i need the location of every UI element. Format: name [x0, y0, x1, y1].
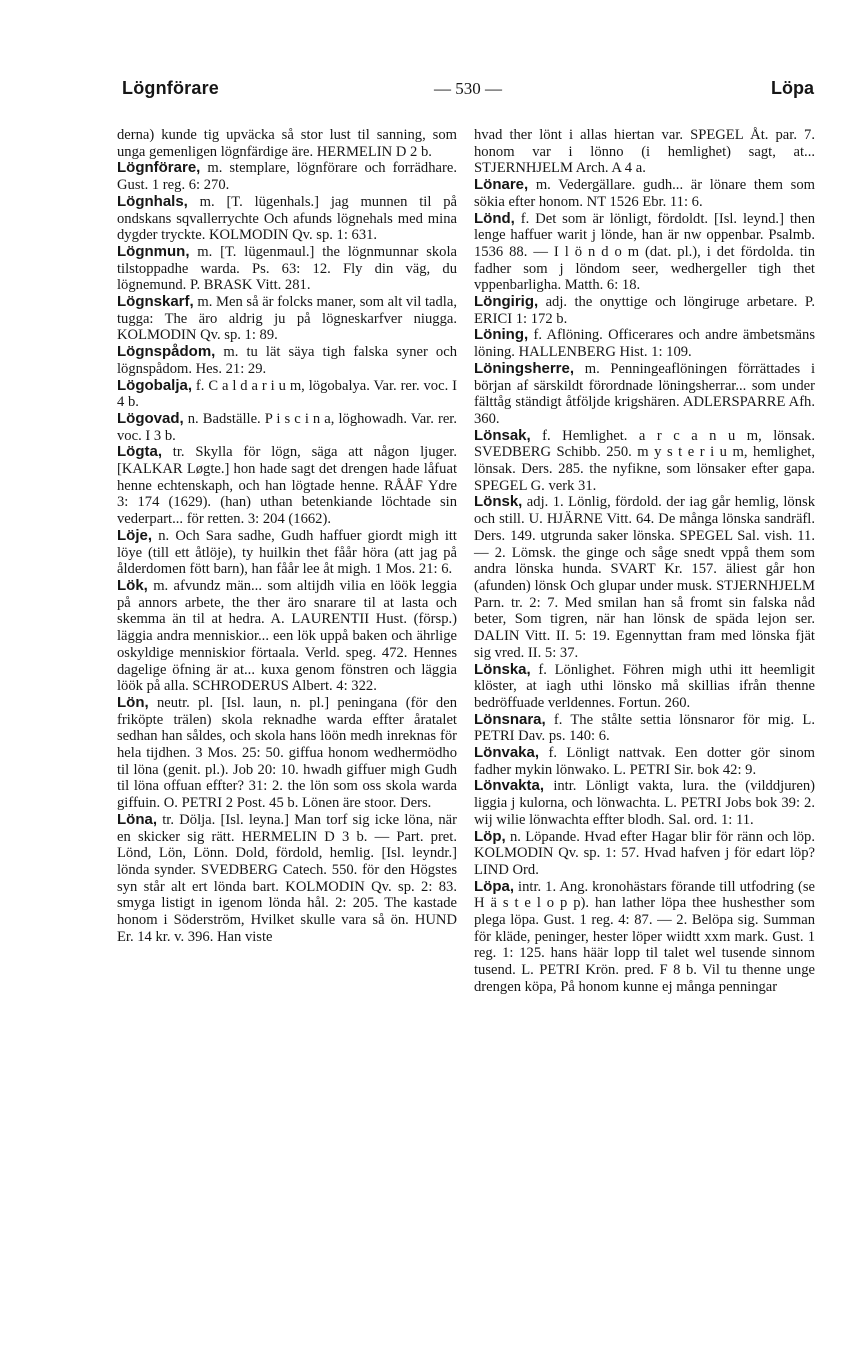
- entry: [474, 712, 815, 745]
- definition: n. Badställe. P i s c i n a, löghowadh. Var. rer. voc. I 3 b.: [117, 410, 457, 444]
- entry: [117, 411, 457, 444]
- definition: m. Penningeaflöningen förrättades i början af särskildt förordnade löningsherrar... som under fälttåg ständigt åtföljde krigshären. ADLERSPARRE Afh. 360.: [474, 360, 815, 427]
- definition: f. Aflöning. Officerares och andre ämbetsmäns löning. HALLENBERG Hist. 1: 109.: [474, 327, 815, 361]
- definition: intr. 1. Ang. kronohästars förande till utfodring (se H ä s t e l o p p). han lather löpa thee hushesther som plega löpa. Gust. 1 reg. 4: 87. — 2. Belöpa sig. Summan för kläde, peninger, hester löper wiidtt xxm mark. Gust. 1 reg. 1: 125. hans häär lopp til talet wel tusende sinnom tusend. L. PETRI Krön. pred. F 8 b. Vil tu thenne unge drengen köpa, På honom kunne ej många penningar: [474, 878, 815, 995]
- definition: f. Lönligt nattvak. Een dotter gör sinom fadher mykin lönwako. L. PETRI Sir. bok 42: 9.: [474, 745, 815, 778]
- headword: Lönsnara,: [474, 710, 546, 728]
- definition: m. Vedergällare. gudh... är lönare them som sökia efter honom. NT 1526 Ebr. 11: 6.: [474, 177, 815, 210]
- entry: [117, 378, 457, 411]
- headword: Lögovad,: [117, 409, 184, 427]
- definition: f. Hemlighet. a r c a n u m, lönsak. SVEDBERG Schibb. 250. m y s t e r i u m, hemlighet, lönsak. Ders. 285. the nyfikne, som lönsaker efter gapa. SPEGEL G. verk 31.: [474, 427, 815, 494]
- definition: intr. Lönligt vakta, lura. the (vilddjuren) liggia j kulorna, och lönwachta. L. PETRI Jobs bok 39: 2. wij wilie lönwachta effter blodh. Sal. ord. 1: 11.: [474, 778, 815, 828]
- definition: neutr. pl. [Isl. laun, n. pl.] peningana (för den friköpte trälen) skola reknadhe warda effter åratalet sedhan han såldes, och skola hans löön medh inreknas för hela tijdhen. 3 Mos. 25: 50. giffua honom wedhermödho til löna (genit. pl.). Job 20: 10. hwadh giffuer migh Gudh til löna offuan effter? 31: 2. the lön som oss skola warda giffuin. O. PETRI 2 Post. 45 b. Lönen äre stoor. Ders.: [117, 694, 457, 812]
- headword: Lönska,: [474, 660, 531, 678]
- headword: Lögnförare,: [117, 159, 201, 177]
- headword: Löje,: [117, 526, 153, 544]
- entry: [474, 879, 815, 996]
- entry: [117, 244, 457, 294]
- entry: [117, 695, 457, 812]
- entry: [474, 127, 815, 177]
- headword: Löna,: [117, 810, 157, 828]
- headword: Lönsk,: [474, 493, 523, 511]
- definition: f. Lönlighet. Föhren migh uthi itt heemligit klöster, at iagh uthi lönsko må skillias ifrån thenne bedröffuade verldennes. Fortun. 260.: [474, 661, 815, 711]
- headword: Lögnskarf,: [117, 293, 194, 311]
- definition: f. The stålte settia lönsnaror för mig. L. PETRI Dav. ps. 140: 6.: [474, 711, 815, 745]
- entry: [474, 778, 815, 828]
- entry: [117, 444, 457, 528]
- entry: [474, 361, 815, 428]
- entry: [474, 327, 815, 360]
- definition: m. stemplare, lögnförare och forrädhare. Gust. 1 reg. 6: 270.: [117, 160, 457, 194]
- definition: n. Och Sara sadhe, Gudh haffuer giordt migh itt löye (till ett åtlöje), ty huilkin thet fåår höra (att jag på ålderdomen fött barn), han fåår lee åt migh. 1 Mos. 21: 6.: [117, 527, 457, 578]
- running-header: [122, 78, 814, 102]
- definition: hvad ther lönt i allas hiertan var. SPEGEL Åt. par. 7. honom var i lönno (i hemlighet) sagt, at... STJERNHJELM Arch. A 4 a.: [474, 127, 815, 177]
- entry: [117, 344, 457, 377]
- entry: [117, 812, 457, 946]
- definition: m. Men så är folcks maner, som alt vil tadla, tugga: The äro aldrig ju på lögneskarfver niugga. KOLMODIN Qv. sp. 1: 89.: [117, 294, 457, 344]
- headword: Lönd,: [474, 209, 515, 227]
- definition: n. Löpande. Hvad efter Hagar blir för ränn och löp. KOLMODIN Qv. sp. 1: 57. Hvad hafven j för edart löp? LIND Ord.: [474, 828, 815, 878]
- entry: [474, 829, 815, 879]
- headword: Lögnhals,: [117, 192, 188, 210]
- definition: f. C a l d a r i u m, lögobalya. Var. rer. voc. I 4 b.: [117, 377, 457, 411]
- entry: [117, 294, 457, 344]
- entry: [474, 294, 815, 327]
- definition: m. afvundz män... som altijdh vilia en löök leggia på annors arbete, the ther äro snarare til at lasta och skemma än til at hedra. A. LAURENTII Hust. (försp.) läggia andra menniskior... een lök uppå baken och ährlige oskyldige menniskior förtaala. Verld. speg. 472. Hennes dagelige öfning är at... kuxa genom fönstren och läggia löök på alla. SCHRODERUS Albert. 4: 322.: [117, 577, 457, 695]
- headword: Lögnspådom,: [117, 343, 216, 361]
- headword: Löning,: [474, 326, 529, 344]
- headword: Lök,: [117, 576, 148, 594]
- definition: m. tu lät säya tigh falska syner och lögnspådom. Hes. 21: 29.: [117, 344, 457, 377]
- headword: Lögobalja,: [117, 376, 192, 394]
- definition: f. Det som är lönligt, fördoldt. [Isl. leynd.] then lenge haffuer warit j lönde, han är nw oppenbar. Psalmb. 1536 88. — I l ö n d o m (dat. pl.), i det fördolda. tin fadher som j löndom seer, wedhergeller tigh thet vppenbarligha. Matth. 6: 18.: [474, 210, 815, 294]
- headword: Lögnmun,: [117, 242, 190, 260]
- entry: [474, 428, 815, 495]
- headword: Löpa,: [474, 877, 514, 895]
- definition: m. [T. lügenmaul.] the lögnmunnar skola tilstoppadhe warda. Ps. 63: 12. Fly din väg, du lögnemund. P. BRASK Vitt. 281.: [117, 243, 457, 294]
- entry: [117, 528, 457, 578]
- entry: [474, 662, 815, 712]
- entry: [474, 494, 815, 661]
- entry: [117, 578, 457, 695]
- headword: Lönvaka,: [474, 744, 540, 762]
- headword: Löngirig,: [474, 293, 539, 311]
- definition: adj. the onyttige och löngiruge arbetare. P. ERICI 1: 172 b.: [474, 294, 815, 327]
- headword: Lönvakta,: [474, 777, 545, 795]
- left-column: [117, 127, 457, 945]
- headword: Lön,: [117, 693, 149, 711]
- headword: Lönsak,: [474, 426, 531, 444]
- definition: adj. 1. Lönlig, fördold. der iag går hemlig, lönsk och still. U. HJÄRNE Vitt. 64. De många lönska sandräfl. Ders. 149. utgrunda saker lönska. SPEGEL Sal. vish. 11. — 2. Lömsk. the ginge och såge snedt vppå them som andra lönska hunda. SVART Kr. 157. äliest går hon (afunden) lönsk Och glupar under musk. STJERNHJELM Parn. tr. 2: 7. Med smilan han så fromt sin falska nåd beter, Som tigren, när han lönsk de späda lejon ser. DALIN Vitt. II. 5: 19. Egennyttan fram med lönska fjät sig vred. II. 5: 37.: [474, 494, 815, 661]
- definition: tr. Skylla för lögn, säga att någon ljuger. [KALKAR Løgte.] hon hade sagt det drengen hade låfuat henne echtenskaph, och han lögtade henne. RÅÅF Ydre 3: 174 (1629). (han) uthan betenkiande löchtade sin vederpart... för retten. 3: 204 (1662).: [117, 444, 457, 528]
- header-right-word: Löpa: [771, 78, 814, 98]
- definition: m. [T. lügenhals.] jag munnen til på ondskans sqvallerrychte Och afunds lögnehals med mina dygder tryckte. KOLMODIN Qv. sp. 1: 631.: [117, 193, 457, 244]
- headword: Lögta,: [117, 443, 162, 461]
- entry: [117, 194, 457, 244]
- entry: [474, 177, 815, 210]
- definition: derna) kunde tig upväcka så stor lust til sanning, som unga gemenligen lögnfärdige äre. HERMELIN D 2 b.: [117, 127, 457, 160]
- entry: [117, 160, 457, 193]
- definition: tr. Dölja. [Isl. leyna.] Man torf sig icke löna, när en skicker sig rätt. HERMELIN D 3 b. — Part. pret. Lönd, Lön, Lönn. Dold, fördold, hemlig. [Isl. leyndr.] lönda synder. SVEDBERG Catech. 550. för den Högstes syn står alt ert lönda bart. KOLMODIN Qv. sp. 2: 83. smyga listigt in igenom lönda hål. 2: 205. The kastade honom i Söderström, Hvilket skulle vara så ön. HUND Er. 14 kr. v. 396. Han viste: [117, 811, 457, 945]
- headword: Lönare,: [474, 176, 529, 194]
- header-left-word: Lögnförare: [122, 78, 220, 98]
- entry: [474, 745, 815, 778]
- page-number: — 530 —: [434, 79, 502, 98]
- right-column: [474, 127, 815, 996]
- entry: [474, 211, 815, 295]
- headword: Löningsherre,: [474, 359, 575, 377]
- entry: [117, 127, 457, 160]
- headword: Löp,: [474, 827, 506, 845]
